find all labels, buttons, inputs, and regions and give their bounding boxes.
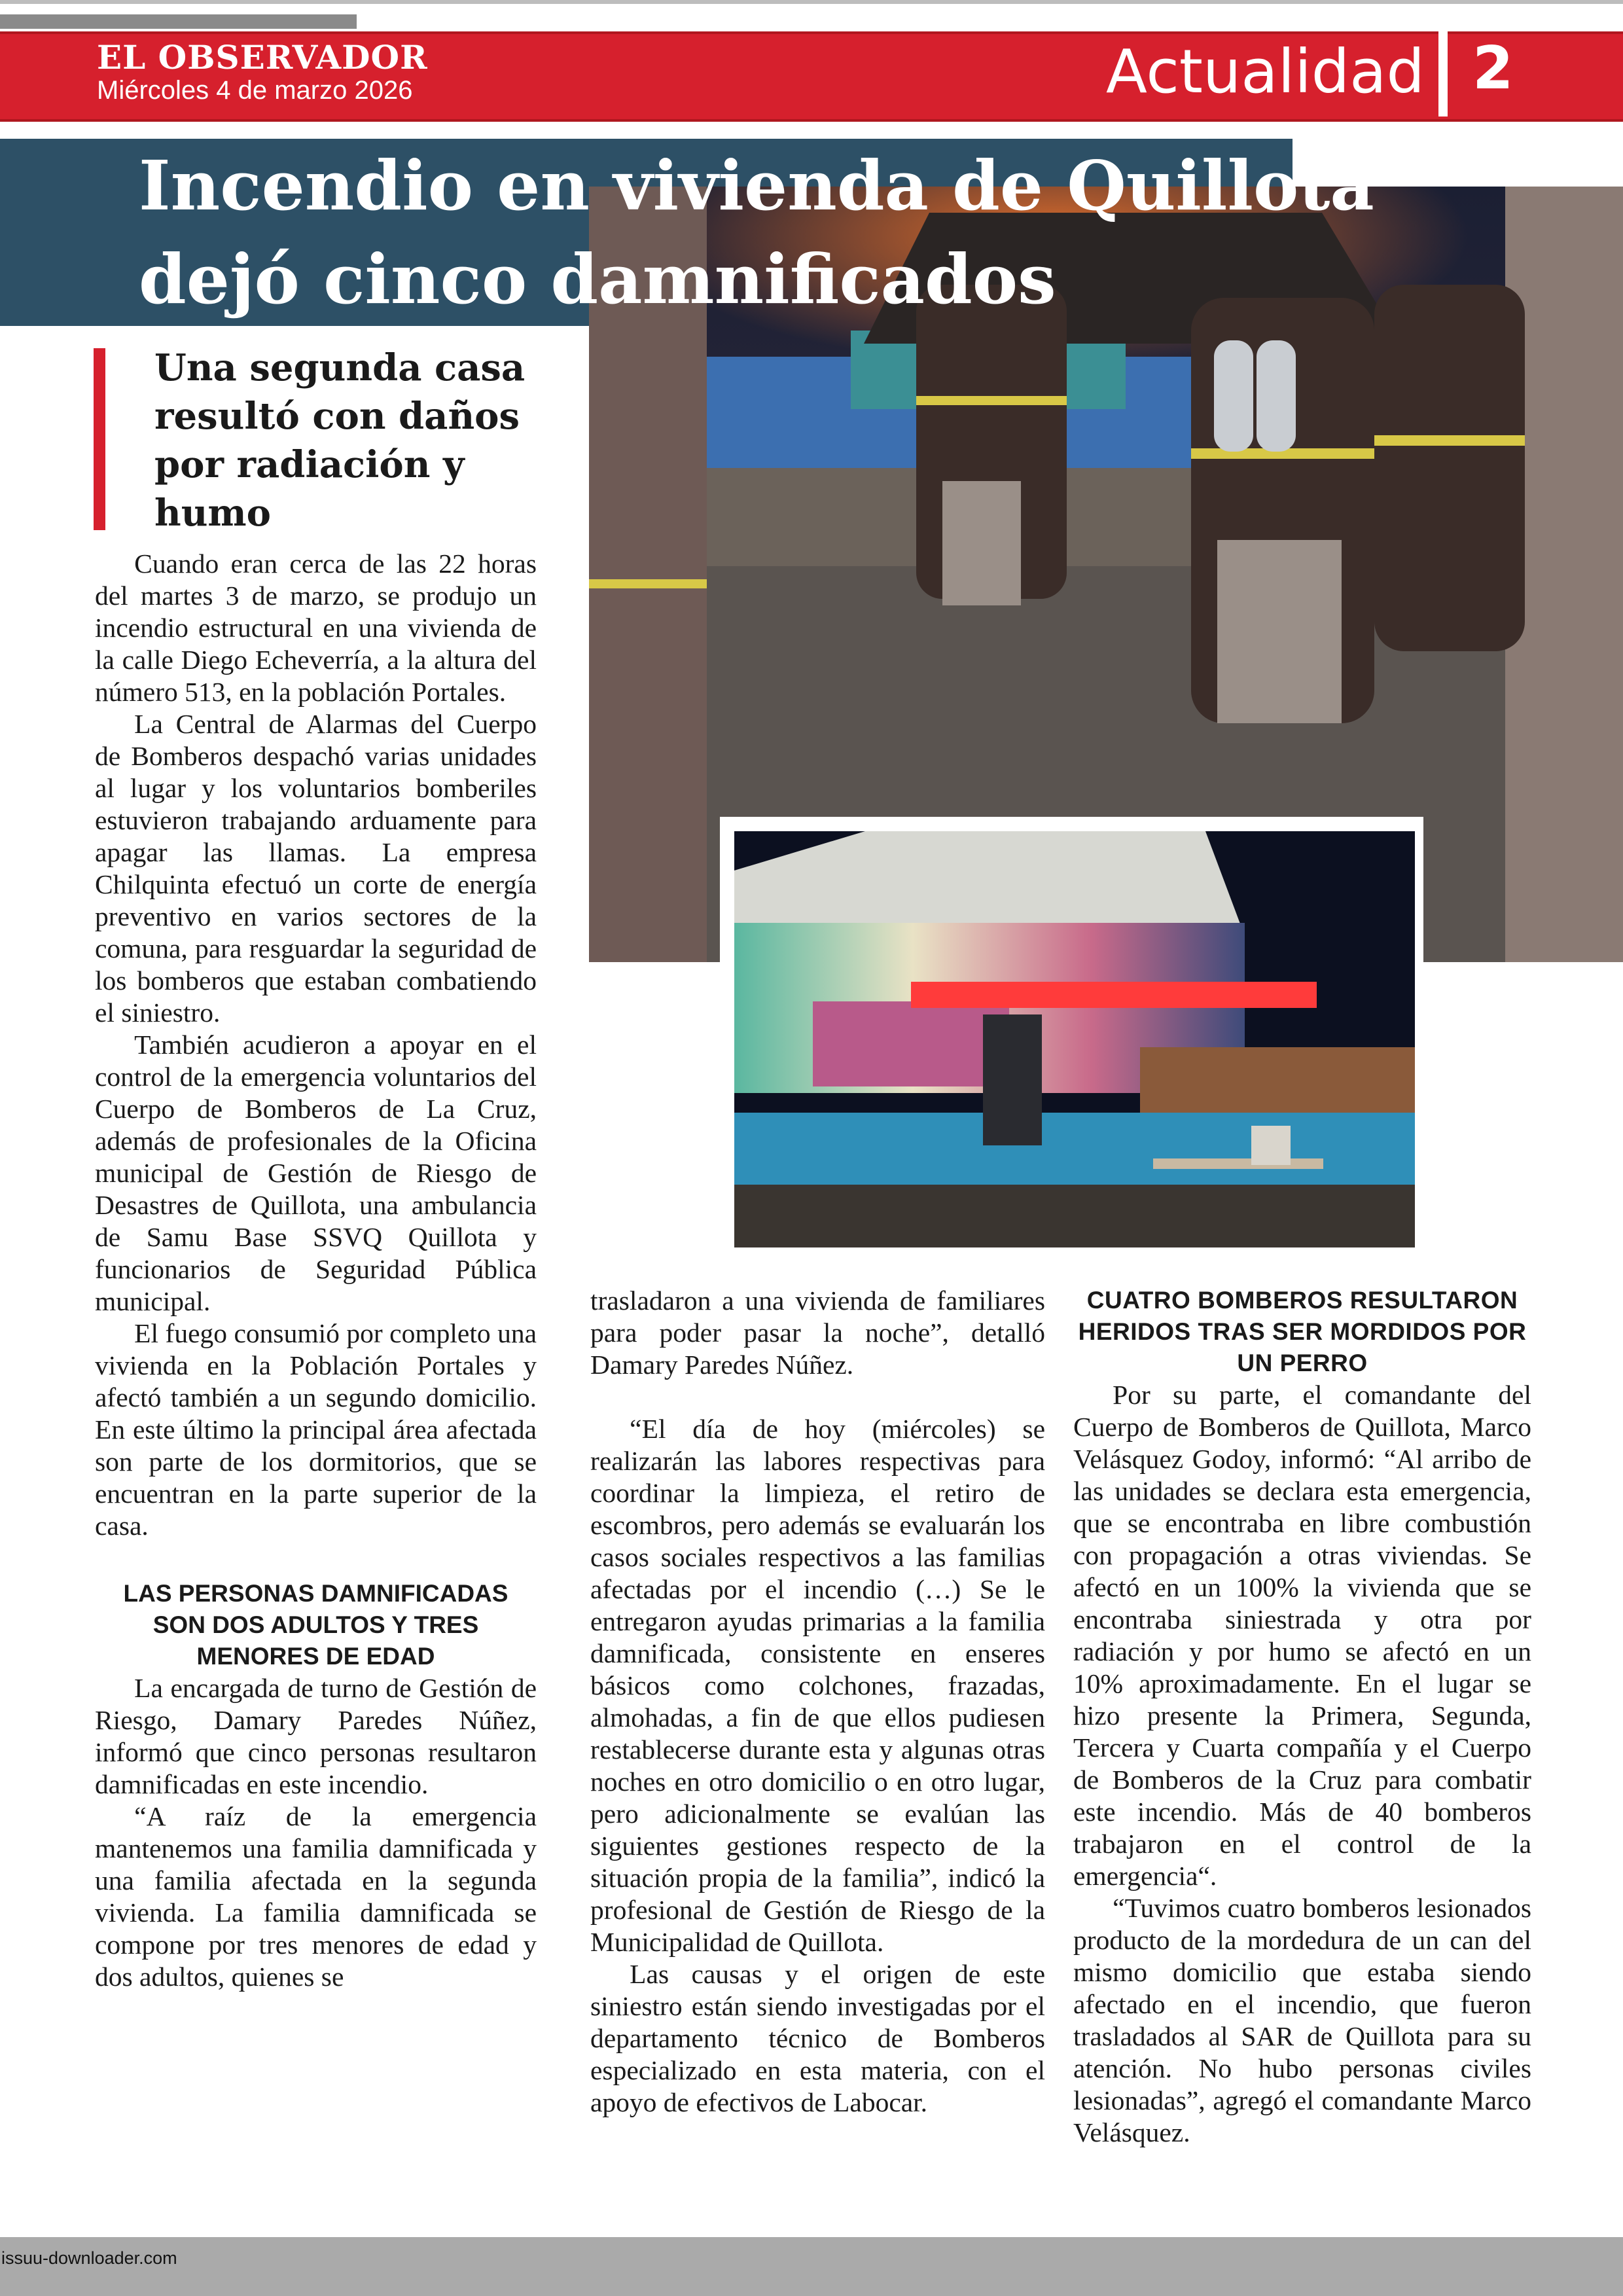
paragraph: Por su parte, el comandante del Cuerpo de Bomberos de Quillota, Marco Velásquez Godoy, informó: “Al arribo de las unidades se declara esta emergencia, que se encontraba en libre combustión con propagación a otras viviendas. Se afectó en un 100% la vivienda que se encontraba siniestrada y otra por radiación y por humo se afectó en un 10% aproximadamente. En el lugar se hizo presente la Primera, Segunda, Tercera y Cuarta compañía y el Cuerpo de Bomberos de la Cruz para combatir este incendio. Más de 40 bomberos trabajaron en el control de la emergencia“. [1073,1380,1531,1891]
headline-line-1: Incendio en vivienda de Quillota [139,145,1374,226]
article-column-2 [590,1285,1045,2119]
masthead-divider [1438,31,1448,117]
publication-date: Miércoles 4 de marzo 2026 [97,76,413,105]
footer-bar [0,2237,1623,2296]
section-name: Actualidad [1106,37,1425,107]
paragraph: “El día de hoy (miércoles) se realizarán las labores respectivas para coordinar la limpieza, el retiro de escombros, pero además se evaluarán los casos sociales respectivos a las familias afectadas por el incendio (…) Se le entregaron ayudas primarias a la familia damnificada, consistente en enseres básicos como colchones, frazadas, almohadas, a fin de que ellos pudiesen restablecerse durante esta y algunas otras noches en otro domicilio o en otro lugar, pero adicionalmente se evalúan las siguientes gestiones respecto de la situación propia de la familia”, indicó la profesional de Gestión de Riesgo de la Municipalidad de Quillota. [590,1414,1045,1957]
footer-source: issuu-downloader.com [1,2248,177,2268]
paragraph: La Central de Alarmas del Cuerpo de Bomberos despachó varias unidades al lugar y los voluntarios bomberiles estuvieron trabajando arduamente para apagar las llamas. La empresa Chilquinta efectuó un corte de energía preventivo en varios sectores de la comuna, para resguardar la seguridad de los bomberos que estaban combatiendo el siniestro. [95,709,537,1028]
headline [139,139,1374,326]
top-grey-bar [0,14,357,29]
paragraph: También acudieron a apoyar en el control de la emergencia voluntarios del Cuerpo de Bomberos de La Cruz, además de profesionales de la Oficina municipal de Gestión de Riesgo de Desastres de Quillota, una ambulancia de Samu Base SSVQ Quillota y funcionarios de Seguridad Pública municipal. [95,1030,537,1316]
paragraph: Cuando eran cerca de las 22 horas del martes 3 de marzo, se produjo un incendio estructural en una vivienda de la calle Diego Echeverría, a la altura del número 513, en la población Portales. [95,548,537,707]
crosshead-damnificados: LAS PERSONAS DAMNIFICADAS SON DOS ADULTOS Y TRES MENORES DE EDAD [123,1580,508,1670]
subheadline: Una segunda casa resultó con daños por radiación y humo [154,346,526,535]
crosshead-bomberos: CUATRO BOMBEROS RESULTARON HERIDOS TRAS SER MORDIDOS POR UN PERRO [1078,1287,1527,1376]
top-rule [0,0,1623,4]
article-column-1 [95,548,537,1993]
photo-burned-house [734,831,1415,1247]
paragraph: “A raíz de la emergencia mantenemos una familia damnificada y una familia afectada en la segunda vivienda. La familia damnificada se compone por tres menores de edad y dos adultos, quienes se [95,1801,537,1992]
paragraph: “Tuvimos cuatro bomberos lesionados producto de la mordedura de un can del mismo domicilio que estaba siendo afectado en el incendio, que fueron trasladados al SAR de Quillota para su atención. No hubo personas civiles lesionadas”, agregó el comandante Marco Velásquez. [1073,1893,1531,2147]
page-number: 2 [1472,34,1514,103]
headline-line-2: dejó cinco damnificados [139,239,1056,319]
paragraph: La encargada de turno de Gestión de Riesgo, Damary Paredes Núñez, informó que cinco personas resultaron damnificadas en este incendio. [95,1673,537,1799]
paragraph: El fuego consumió por completo una vivienda en la Población Portales y afectó también a un segundo domicilio. En este último la principal área afectada son parte de los dormitorios, que se encuentran en la parte superior de la casa. [95,1318,537,1541]
publication-name: EL OBSERVADOR [97,38,428,77]
article-column-3 [1073,1285,1531,2149]
subheadline-accent-bar [94,348,105,530]
paragraph: Las causas y el origen de este siniestro están siendo investigadas por el departamento técnico de Bomberos especializado en esta materia, con el apoyo de efectivos de Labocar. [590,1959,1045,2117]
paragraph-continued: trasladaron a una vivienda de familiares para poder pasar la noche”, detalló Damary Paredes Núñez. [590,1285,1045,1380]
